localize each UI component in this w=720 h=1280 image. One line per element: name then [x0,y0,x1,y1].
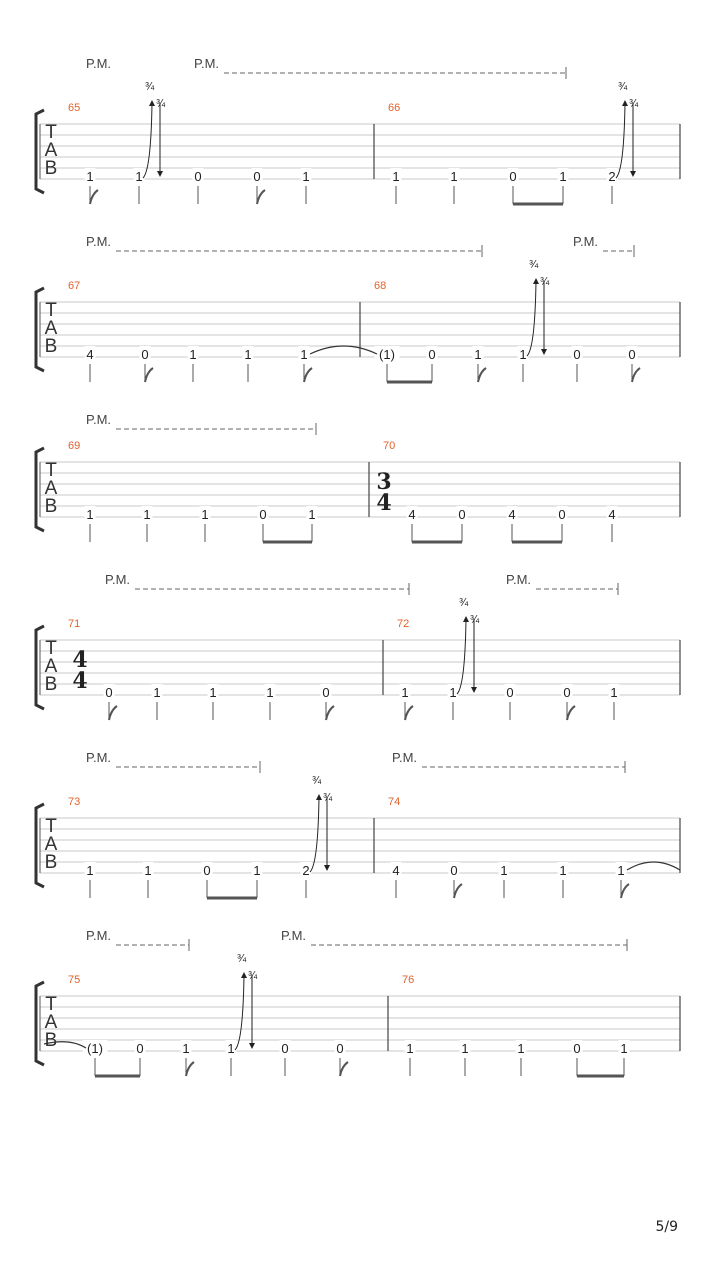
fret-number: 4 [86,347,94,362]
tab-clef-letter: B [44,1030,58,1051]
fret-number: 1 [461,1041,469,1056]
palm-mute-mark [281,928,627,951]
fret-number: 1 [266,685,274,700]
time-signature-bottom: 4 [72,668,88,694]
tab-clef-letter: B [44,496,58,517]
fret-number: 1 [153,685,161,700]
fret-number: 2 [608,169,616,184]
tab-clef-letter: A [44,478,58,499]
bend-arrow-up [316,794,322,800]
time-signature-top: 4 [72,647,88,673]
note-flag [454,884,462,898]
measure [374,280,640,382]
measure [68,618,334,720]
fret-number: 0 [509,169,517,184]
palm-mute-mark [194,56,566,79]
release-amount-label: ¾ [248,970,258,982]
measure [68,796,312,898]
fret-number: 1 [500,863,508,878]
fret-number: 0 [558,507,566,522]
tab-clef-letter: B [44,158,58,179]
measure [376,440,617,542]
palm-mute-label: P.M. [86,234,112,249]
fret-number: 1 [209,685,217,700]
fret-number: 1 [143,507,151,522]
note-flag [567,706,575,720]
release-amount-label: ¾ [540,276,550,288]
measure [388,796,629,898]
fret-number: 1 [308,507,316,522]
fret-number: 0 [105,685,113,700]
bend-curve [235,975,244,1050]
fret-number: 0 [428,347,436,362]
bend-mark [143,81,166,178]
fret-number: 1 [182,1041,190,1056]
measure-number: 73 [68,796,81,808]
measure [68,440,318,542]
bend-arrow-up [149,100,155,106]
tab-clef [45,816,58,873]
fret-number: 0 [506,685,514,700]
palm-mute-mark [573,234,634,257]
palm-mute-mark [86,750,260,773]
bend-curve [616,103,625,178]
release-amount-label: ¾ [156,98,166,110]
tab-clef-letter: T [45,816,57,837]
palm-mute-label: P.M. [105,572,131,587]
palm-mute-label: P.M. [506,572,532,587]
palm-mute-label: P.M. [86,412,112,427]
measure [397,618,620,720]
tab-clef-letter: A [44,140,58,161]
tie-arc [627,862,680,870]
fret-number: 1 [401,685,409,700]
fret-number: 1 [302,169,310,184]
bend-arrow-up [533,278,539,284]
fret-number: 0 [203,863,211,878]
tab-clef-letter: T [45,994,57,1015]
note-flag [186,1062,194,1076]
palm-mute-label: P.M. [281,928,307,943]
bend-amount-label: ¾ [529,259,539,271]
measure-number: 68 [374,280,387,292]
measure [68,102,312,204]
measure-number: 71 [68,618,81,630]
time-signature-bottom: 4 [376,490,392,516]
tab-clef-letter: A [44,1012,58,1033]
palm-mute-label: P.M. [573,234,599,249]
fret-number: 0 [322,685,330,700]
measure [68,280,312,382]
palm-mute-mark [506,572,618,595]
palm-mute-label: P.M. [86,750,112,765]
fret-number: 1 [86,863,94,878]
palm-mute-label: P.M. [194,56,220,71]
fret-number: 2 [302,863,310,878]
palm-mute-mark [86,56,111,71]
fret-number: 1 [620,1041,628,1056]
palm-mute-mark [105,572,409,595]
palm-mute-mark [86,928,189,951]
staff-system [36,234,680,382]
release-arrow-down [471,687,477,693]
fret-number: 1 [86,169,94,184]
fret-number: 1 [517,1041,525,1056]
measure-number: 70 [383,440,396,452]
measure-number: 69 [68,440,81,452]
palm-mute-mark [392,750,625,773]
measure-number: 72 [397,618,410,630]
fret-number: 0 [336,1041,344,1056]
fret-number: 0 [628,347,636,362]
fret-number: 0 [563,685,571,700]
tab-clef [45,638,58,695]
fret-number: 0 [253,169,261,184]
fret-number: 1 [201,507,209,522]
note-flag [405,706,413,720]
measure [402,974,630,1076]
measure [388,102,618,204]
palm-mute-mark [86,412,316,435]
bend-curve [310,797,319,872]
fret-number: 1 [227,1041,235,1056]
tab-clef [45,300,58,357]
time-signature [72,647,87,694]
measure-number: 75 [68,974,81,986]
tab-clef-letter: T [45,460,57,481]
note-flag [304,368,312,382]
fret-number: 0 [573,1041,581,1056]
fret-number: 1 [617,863,625,878]
bend-mark [310,775,333,872]
fret-number: (1) [87,1041,103,1056]
fret-number: 1 [189,347,197,362]
time-signature-top: 3 [376,469,392,495]
time-signature [376,469,391,516]
fret-number: 0 [458,507,466,522]
tab-clef-letter: A [44,834,58,855]
fret-number: 1 [559,169,567,184]
bend-mark [527,259,550,356]
bend-curve [457,619,466,694]
release-amount-label: ¾ [323,792,333,804]
release-arrow-down [324,865,330,871]
staff-system [36,412,680,542]
fret-number: 1 [519,347,527,362]
tie-arc [310,346,377,354]
palm-mute-mark [86,234,482,257]
tab-clef-letter: T [45,300,57,321]
staff-system [36,928,680,1076]
fret-number: 1 [450,169,458,184]
staff-system [36,750,680,898]
bend-mark [457,597,480,694]
release-arrow-down [157,171,163,177]
fret-number: 1 [406,1041,414,1056]
bend-amount-label: ¾ [237,953,247,965]
tab-clef [45,460,58,517]
tab-clef-letter: B [44,336,58,357]
fret-number: 1 [253,863,261,878]
measure-number: 65 [68,102,81,114]
note-flag [326,706,334,720]
note-flag [145,368,153,382]
fret-number: 4 [608,507,616,522]
tab-clef-letter: B [44,674,58,695]
fret-number: 4 [392,863,400,878]
bend-amount-label: ¾ [459,597,469,609]
note-flag [257,190,265,204]
tab-clef [45,122,58,179]
page-number: 5/9 [655,1219,678,1235]
measure-number: 74 [388,796,401,808]
fret-number: 1 [392,169,400,184]
fret-number: 0 [141,347,149,362]
bend-amount-label: ¾ [312,775,322,787]
release-arrow-down [630,171,636,177]
release-amount-label: ¾ [470,614,480,626]
bend-mark [616,81,639,178]
palm-mute-label: P.M. [86,56,112,71]
bend-mark [235,953,258,1050]
fret-number: 1 [244,347,252,362]
fret-number: 1 [300,347,308,362]
fret-number: 1 [449,685,457,700]
bend-arrow-up [622,100,628,106]
staff-system [36,572,680,720]
note-flag [90,190,98,204]
note-flag [109,706,117,720]
bend-amount-label: ¾ [618,81,628,93]
fret-number: 1 [86,507,94,522]
measure [68,974,348,1076]
release-amount-label: ¾ [629,98,639,110]
tab-clef-letter: B [44,852,58,873]
measure-number: 66 [388,102,401,114]
tab-clef-letter: A [44,656,58,677]
fret-number: (1) [379,347,395,362]
fret-number: 4 [408,507,416,522]
tab-clef-letter: T [45,638,57,659]
tab-clef-letter: A [44,318,58,339]
bend-curve [527,281,536,356]
fret-number: 0 [450,863,458,878]
fret-number: 1 [474,347,482,362]
fret-number: 1 [559,863,567,878]
palm-mute-label: P.M. [86,928,112,943]
fret-number: 0 [194,169,202,184]
measure-number: 76 [402,974,415,986]
fret-number: 1 [144,863,152,878]
palm-mute-label: P.M. [392,750,418,765]
bend-arrow-up [463,616,469,622]
release-arrow-down [249,1043,255,1049]
bend-arrow-up [241,972,247,978]
fret-number: 0 [281,1041,289,1056]
staff-system [36,56,680,204]
fret-number: 1 [135,169,143,184]
note-flag [632,368,640,382]
fret-number: 0 [573,347,581,362]
measure-number: 67 [68,280,81,292]
note-flag [621,884,629,898]
tab-clef-letter: T [45,122,57,143]
note-flag [478,368,486,382]
fret-number: 0 [259,507,267,522]
fret-number: 0 [136,1041,144,1056]
fret-number: 4 [508,507,516,522]
release-arrow-down [541,349,547,355]
bend-curve [143,103,152,178]
note-flag [340,1062,348,1076]
fret-number: 1 [610,685,618,700]
bend-amount-label: ¾ [145,81,155,93]
